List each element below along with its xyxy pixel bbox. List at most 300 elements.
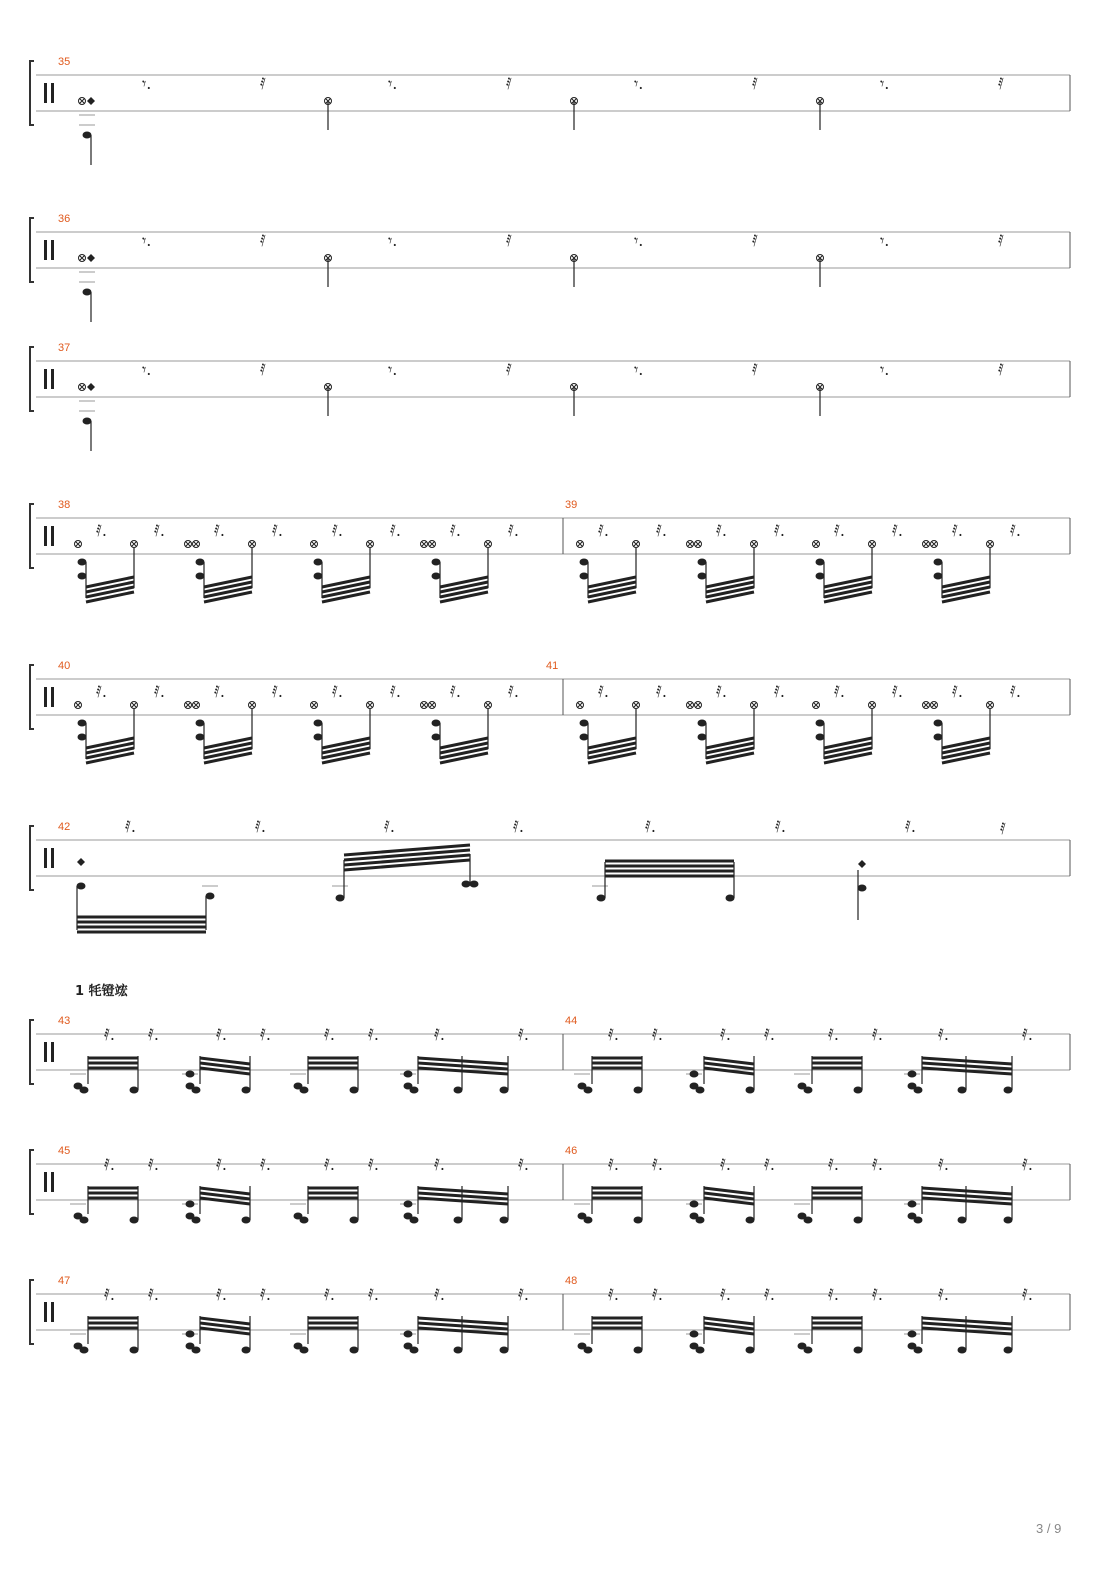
cymbal-notehead-x — [250, 703, 255, 708]
rest-symbol: 𝅀. — [774, 682, 785, 701]
drum-notehead — [690, 1071, 699, 1078]
rest-symbol: 𝅀. — [608, 1285, 619, 1304]
drum-notehead — [192, 1087, 201, 1094]
rest-symbol: 𝅀. — [720, 1025, 731, 1044]
drum-notehead — [934, 720, 943, 727]
drum-notehead — [854, 1347, 863, 1354]
page-number — [1036, 1520, 1061, 1538]
drum-notehead — [242, 1217, 251, 1224]
drum-notehead — [336, 895, 345, 902]
rest-symbol: 𝄾. — [634, 360, 644, 379]
drum-notehead — [314, 573, 323, 580]
rest-symbol: 𝅀 — [506, 360, 512, 379]
drum-notehead — [404, 1331, 413, 1338]
cymbal-notehead-x — [932, 542, 937, 547]
drum-notehead — [350, 1347, 359, 1354]
rest-symbol: 𝅀. — [834, 682, 845, 701]
cymbal-notehead-x — [696, 542, 701, 547]
rest-symbol: 𝅀. — [390, 521, 401, 540]
drum-notehead — [908, 1071, 917, 1078]
cymbal-notehead-x — [312, 542, 317, 547]
cymbal-notehead-x — [688, 703, 693, 708]
rest-symbol: 𝅀. — [834, 521, 845, 540]
rest-symbol: 𝅀. — [255, 817, 266, 836]
cymbal-notehead-x — [634, 703, 639, 708]
percussion-clef-bar — [51, 1042, 54, 1062]
drum-notehead — [816, 559, 825, 566]
drum-notehead — [432, 720, 441, 727]
rest-symbol: 𝄾. — [142, 360, 152, 379]
rest-symbol: 𝅀. — [518, 1155, 529, 1174]
cymbal-notehead-x — [368, 703, 373, 708]
rest-symbol: 𝅀. — [656, 682, 667, 701]
rest-symbol: 𝅀. — [716, 682, 727, 701]
drum-notehead — [432, 559, 441, 566]
drum-notehead — [242, 1087, 251, 1094]
drum-notehead — [634, 1347, 643, 1354]
cymbal-notehead-x — [814, 703, 819, 708]
drum-notehead — [1004, 1217, 1013, 1224]
drum-notehead — [804, 1217, 813, 1224]
rest-symbol: 𝅀 — [998, 360, 1004, 379]
drum-notehead — [934, 734, 943, 741]
bar-number: 48 — [565, 1275, 578, 1287]
cymbal-notehead-x — [752, 542, 757, 547]
rest-symbol: 𝅀. — [513, 817, 524, 836]
drum-notehead — [908, 1201, 917, 1208]
rest-symbol: 𝅀. — [148, 1285, 159, 1304]
rest-symbol: 𝅀. — [368, 1155, 379, 1174]
drum-notehead — [696, 1347, 705, 1354]
drum-notehead — [196, 559, 205, 566]
bar-number: 41 — [546, 660, 559, 672]
drum-notehead — [908, 1331, 917, 1338]
rest-symbol: 𝅀. — [216, 1025, 227, 1044]
rest-symbol: 𝄾. — [880, 360, 890, 379]
drum-notehead — [580, 720, 589, 727]
rest-symbol: 𝅀. — [1022, 1285, 1033, 1304]
drum-notehead — [78, 720, 87, 727]
drum-notehead — [196, 720, 205, 727]
drum-notehead — [350, 1217, 359, 1224]
cymbal-notehead-x — [80, 385, 85, 390]
drum-notehead — [454, 1347, 463, 1354]
drum-notehead — [934, 573, 943, 580]
drum-notehead — [186, 1201, 195, 1208]
rest-symbol: 𝅀. — [892, 521, 903, 540]
rest-symbol: 𝅀 — [998, 74, 1004, 93]
rest-symbol: 𝅀 — [752, 74, 758, 93]
rest-symbol: 𝅀. — [148, 1155, 159, 1174]
drum-notehead — [816, 573, 825, 580]
rest-symbol: 𝅀. — [332, 521, 343, 540]
rest-symbol: 𝅀. — [652, 1025, 663, 1044]
drum-notehead — [634, 1087, 643, 1094]
system-bracket — [30, 826, 34, 890]
drum-notehead — [958, 1087, 967, 1094]
drum-notehead — [80, 1217, 89, 1224]
rest-symbol: 𝅀. — [104, 1155, 115, 1174]
drum-notehead — [78, 734, 87, 741]
rest-symbol: 𝅀. — [260, 1285, 271, 1304]
drum-notehead — [130, 1347, 139, 1354]
percussion-clef-bar — [44, 526, 47, 546]
drum-notehead — [410, 1087, 419, 1094]
rest-symbol: 𝅀. — [125, 817, 136, 836]
rest-symbol: 𝅀 — [506, 231, 512, 250]
drum-notehead — [698, 734, 707, 741]
rest-symbol: 𝅀. — [1022, 1025, 1033, 1044]
rest-symbol: 𝄾. — [388, 360, 398, 379]
drum-notehead — [816, 734, 825, 741]
drum-notehead — [914, 1347, 923, 1354]
cymbal-notehead-x — [870, 703, 875, 708]
cymbal-notehead-x — [688, 542, 693, 547]
cymbal-notehead-x — [752, 703, 757, 708]
cymbal-notehead-x — [76, 703, 81, 708]
rest-symbol: 𝅀 — [752, 360, 758, 379]
cymbal-notehead-x — [870, 542, 875, 547]
rest-symbol: 𝅀. — [764, 1155, 775, 1174]
drum-notehead — [80, 1087, 89, 1094]
rest-symbol: 𝅀. — [598, 682, 609, 701]
drum-notehead — [192, 1347, 201, 1354]
rest-symbol: 𝄾. — [142, 231, 152, 250]
drum-notehead — [958, 1217, 967, 1224]
rest-symbol: 𝅀. — [518, 1285, 529, 1304]
rest-symbol: 𝅀. — [434, 1025, 445, 1044]
rest-symbol: 𝅀 — [260, 360, 266, 379]
percussion-clef-bar — [51, 369, 54, 389]
rest-symbol: 𝅀. — [716, 521, 727, 540]
rest-symbol: 𝅀. — [656, 521, 667, 540]
system-bracket — [30, 504, 34, 568]
bar-number: 43 — [58, 1015, 71, 1027]
drum-notehead — [78, 573, 87, 580]
drum-notehead — [186, 1331, 195, 1338]
cymbal-notehead-x — [486, 542, 491, 547]
drum-notehead — [690, 1201, 699, 1208]
system-bracket — [30, 218, 34, 282]
system-bracket — [30, 61, 34, 125]
rest-symbol: 𝄾. — [388, 74, 398, 93]
cymbal-notehead-x — [132, 542, 137, 547]
drum-notehead — [432, 734, 441, 741]
rest-symbol: 𝅀. — [324, 1285, 335, 1304]
drum-notehead — [958, 1347, 967, 1354]
rest-symbol: 𝅀 — [1000, 819, 1006, 838]
drum-notehead — [580, 573, 589, 580]
drum-notehead — [314, 734, 323, 741]
cymbal-notehead-x — [924, 542, 929, 547]
drum-notehead — [746, 1217, 755, 1224]
rest-symbol: 𝅀. — [952, 521, 963, 540]
drum-notehead — [78, 559, 87, 566]
rest-symbol: 𝅀. — [905, 817, 916, 836]
drum-notehead — [404, 1201, 413, 1208]
system-bracket — [30, 347, 34, 411]
rest-symbol: 𝅀. — [608, 1025, 619, 1044]
cymbal-notehead-x — [988, 703, 993, 708]
cymbal-notehead-x — [80, 99, 85, 104]
hihat-notehead — [87, 254, 95, 262]
drum-notehead — [597, 895, 606, 902]
drum-notehead — [804, 1347, 813, 1354]
cymbal-notehead-x — [312, 703, 317, 708]
system-bracket — [30, 1150, 34, 1214]
percussion-clef-bar — [44, 687, 47, 707]
drum-notehead — [634, 1217, 643, 1224]
drum-notehead — [410, 1217, 419, 1224]
drum-notehead — [83, 132, 92, 139]
rest-symbol: 𝅀. — [1010, 682, 1021, 701]
bar-number: 40 — [58, 660, 71, 672]
cymbal-notehead-x — [988, 542, 993, 547]
rest-symbol: 𝅀. — [1010, 521, 1021, 540]
rest-symbol: 𝅀. — [368, 1285, 379, 1304]
drum-notehead — [206, 893, 215, 900]
drum-notehead — [816, 720, 825, 727]
hihat-notehead — [858, 860, 866, 868]
rest-symbol: 𝅀. — [216, 1155, 227, 1174]
percussion-clef-bar — [44, 369, 47, 389]
rest-symbol: 𝅀. — [450, 682, 461, 701]
rest-symbol: 𝅀. — [154, 521, 165, 540]
rest-symbol: 𝅀. — [148, 1025, 159, 1044]
cymbal-notehead-x — [186, 542, 191, 547]
drum-notehead — [196, 734, 205, 741]
rest-symbol: 𝅀. — [332, 682, 343, 701]
percussion-clef-bar — [51, 687, 54, 707]
rest-symbol: 𝅀. — [214, 682, 225, 701]
rest-symbol: 𝄾. — [634, 231, 644, 250]
percussion-clef-bar — [51, 848, 54, 868]
drum-notehead — [350, 1087, 359, 1094]
bar-number: 42 — [58, 821, 71, 833]
drum-notehead — [404, 1071, 413, 1078]
rest-symbol: 𝅀. — [872, 1285, 883, 1304]
rest-symbol: 𝅀. — [720, 1285, 731, 1304]
rest-symbol: 𝄾. — [388, 231, 398, 250]
drum-notehead — [914, 1087, 923, 1094]
rest-symbol: 𝅀. — [764, 1025, 775, 1044]
drum-notehead — [580, 559, 589, 566]
drum-notehead — [300, 1087, 309, 1094]
cymbal-notehead-x — [578, 542, 583, 547]
percussion-clef-bar — [51, 83, 54, 103]
drum-notehead — [410, 1347, 419, 1354]
system-bracket — [30, 1280, 34, 1344]
drum-notehead — [698, 559, 707, 566]
rest-symbol: 𝅀. — [96, 521, 107, 540]
drum-notehead — [584, 1217, 593, 1224]
drum-notehead — [914, 1217, 923, 1224]
drum-notehead — [242, 1347, 251, 1354]
hihat-notehead — [87, 97, 95, 105]
rest-symbol: 𝅀. — [764, 1285, 775, 1304]
rest-symbol: 𝅀. — [450, 521, 461, 540]
bar-number: 38 — [58, 499, 71, 511]
rest-symbol: 𝅀. — [828, 1025, 839, 1044]
percussion-clef-bar — [44, 1302, 47, 1322]
rest-symbol: 𝅀. — [104, 1285, 115, 1304]
section-label-text: 1 牦镫竤 — [75, 984, 128, 999]
bar-number: 47 — [58, 1275, 71, 1287]
percussion-clef-bar — [51, 240, 54, 260]
hihat-notehead — [77, 858, 85, 866]
rest-symbol: 𝅀. — [96, 682, 107, 701]
percussion-clef-bar — [44, 848, 47, 868]
rest-symbol: 𝅀. — [390, 682, 401, 701]
bar-number: 35 — [58, 56, 71, 68]
rest-symbol: 𝅀. — [1022, 1155, 1033, 1174]
rest-symbol: 𝅀. — [952, 682, 963, 701]
drum-notehead — [432, 573, 441, 580]
drum-notehead — [314, 559, 323, 566]
rest-symbol: 𝅀. — [384, 817, 395, 836]
bar-number: 45 — [58, 1145, 71, 1157]
cymbal-notehead-x — [634, 542, 639, 547]
drum-notehead — [804, 1087, 813, 1094]
drum-notehead — [580, 734, 589, 741]
drum-notehead — [698, 573, 707, 580]
rest-symbol: 𝅀. — [938, 1285, 949, 1304]
drum-notehead — [584, 1087, 593, 1094]
cymbal-notehead-x — [486, 703, 491, 708]
rest-symbol: 𝅀. — [104, 1025, 115, 1044]
drum-notehead — [300, 1347, 309, 1354]
drum-notehead — [83, 418, 92, 425]
bar-number: 39 — [565, 499, 578, 511]
cymbal-notehead-x — [422, 703, 427, 708]
cymbal-notehead-x — [430, 703, 435, 708]
drum-notehead — [196, 573, 205, 580]
drum-notehead — [854, 1217, 863, 1224]
drum-notehead — [696, 1087, 705, 1094]
rest-symbol: 𝅀. — [260, 1155, 271, 1174]
cymbal-notehead-x — [814, 542, 819, 547]
cymbal-notehead-x — [76, 542, 81, 547]
drum-notehead — [1004, 1347, 1013, 1354]
drum-notehead — [858, 885, 867, 892]
rest-symbol: 𝅀. — [645, 817, 656, 836]
percussion-clef-bar — [44, 1042, 47, 1062]
drum-notehead — [696, 1217, 705, 1224]
drum-notehead — [1004, 1087, 1013, 1094]
drum-notehead — [746, 1347, 755, 1354]
rest-symbol: 𝅀. — [720, 1155, 731, 1174]
rest-symbol: 𝅀. — [154, 682, 165, 701]
drum-notehead — [130, 1087, 139, 1094]
rest-symbol: 𝅀 — [998, 231, 1004, 250]
drum-notehead — [130, 1217, 139, 1224]
hihat-notehead — [87, 383, 95, 391]
rest-symbol: 𝄾. — [142, 74, 152, 93]
cymbal-notehead-x — [194, 542, 199, 547]
drum-notehead — [454, 1217, 463, 1224]
rest-symbol: 𝅀. — [892, 682, 903, 701]
rest-symbol: 𝅀. — [214, 521, 225, 540]
drum-notehead — [77, 883, 86, 890]
rest-symbol: 𝅀. — [598, 521, 609, 540]
drum-notehead — [300, 1217, 309, 1224]
page-number-text: 3 / 9 — [1036, 1521, 1062, 1536]
rest-symbol: 𝅀. — [434, 1285, 445, 1304]
percussion-clef-bar — [51, 526, 54, 546]
rest-symbol: 𝄾. — [880, 231, 890, 250]
drum-notehead — [80, 1347, 89, 1354]
rest-symbol: 𝅀. — [508, 682, 519, 701]
rest-symbol: 𝅀 — [260, 231, 266, 250]
cymbal-notehead-x — [80, 256, 85, 261]
percussion-clef-bar — [44, 240, 47, 260]
rest-symbol: 𝄾. — [880, 74, 890, 93]
bar-number: 36 — [58, 213, 71, 225]
drum-notehead — [934, 559, 943, 566]
rest-symbol: 𝄾. — [634, 74, 644, 93]
cymbal-notehead-x — [924, 703, 929, 708]
drum-notehead — [698, 720, 707, 727]
rest-symbol: 𝅀. — [652, 1285, 663, 1304]
drum-notehead — [746, 1087, 755, 1094]
percussion-clef-bar — [51, 1172, 54, 1192]
system-bracket — [30, 665, 34, 729]
rest-symbol: 𝅀. — [938, 1025, 949, 1044]
drum-notehead — [186, 1071, 195, 1078]
drum-notehead — [584, 1347, 593, 1354]
section-label — [75, 980, 128, 1000]
drum-notehead — [470, 881, 479, 888]
rest-symbol: 𝅀. — [216, 1285, 227, 1304]
cymbal-notehead-x — [132, 703, 137, 708]
drum-notehead — [462, 881, 471, 888]
rest-symbol: 𝅀. — [272, 682, 283, 701]
rest-symbol: 𝅀. — [775, 817, 786, 836]
rest-symbol: 𝅀. — [938, 1155, 949, 1174]
rest-symbol: 𝅀. — [828, 1155, 839, 1174]
cymbal-notehead-x — [194, 703, 199, 708]
drum-notehead — [726, 895, 735, 902]
bar-number: 46 — [565, 1145, 578, 1157]
drum-notehead — [690, 1331, 699, 1338]
rest-symbol: 𝅀. — [508, 521, 519, 540]
rest-symbol: 𝅀. — [434, 1155, 445, 1174]
rest-symbol: 𝅀. — [368, 1025, 379, 1044]
rest-symbol: 𝅀. — [324, 1155, 335, 1174]
rest-symbol: 𝅀. — [652, 1155, 663, 1174]
cymbal-notehead-x — [696, 703, 701, 708]
bar-number: 37 — [58, 342, 71, 354]
cymbal-notehead-x — [422, 542, 427, 547]
cymbal-notehead-x — [430, 542, 435, 547]
drum-notehead — [83, 289, 92, 296]
rest-symbol: 𝅀. — [518, 1025, 529, 1044]
rest-symbol: 𝅀. — [872, 1025, 883, 1044]
rest-symbol: 𝅀. — [828, 1285, 839, 1304]
rest-symbol: 𝅀. — [272, 521, 283, 540]
percussion-clef-bar — [51, 1302, 54, 1322]
rest-symbol: 𝅀. — [324, 1025, 335, 1044]
rest-symbol: 𝅀. — [774, 521, 785, 540]
percussion-clef-bar — [44, 1172, 47, 1192]
percussion-clef-bar — [44, 83, 47, 103]
drum-notehead — [314, 720, 323, 727]
drum-notehead — [192, 1217, 201, 1224]
cymbal-notehead-x — [186, 703, 191, 708]
cymbal-notehead-x — [250, 542, 255, 547]
rest-symbol: 𝅀 — [506, 74, 512, 93]
drum-notehead — [500, 1087, 509, 1094]
